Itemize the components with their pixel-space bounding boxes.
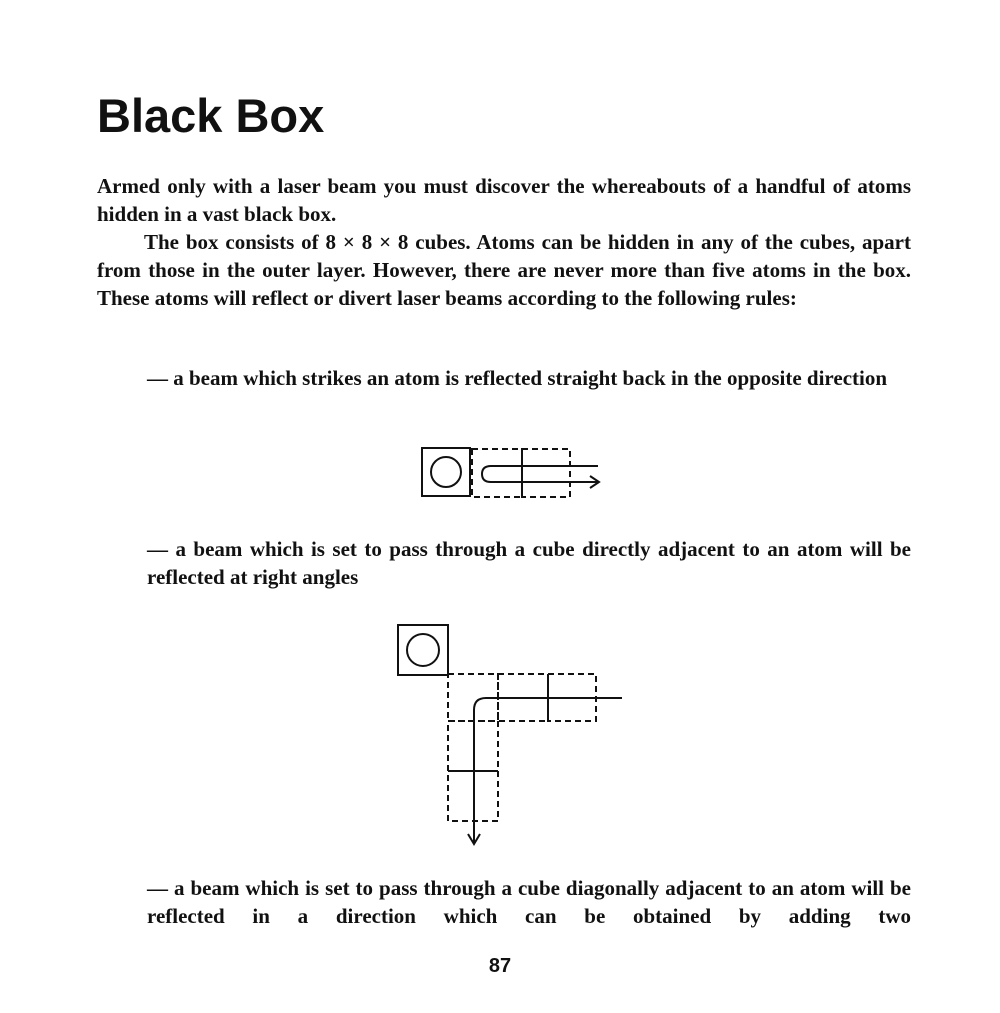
page-number: 87	[488, 955, 512, 977]
dashed-cube	[472, 449, 522, 497]
rule-right-angle: — a beam which is set to pass through a cube directly adjacent to an atom will be reflected at right angles	[147, 537, 911, 589]
atom-icon	[431, 457, 461, 487]
atom-cube	[422, 448, 470, 496]
description-paragraph: The box consists of 8 × 8 × 8 cubes. Atoms can be hidden in any of the cubes, apart from those in the outer layer. However, there are never more than five atoms in the box. These atoms will reflect or divert laser beams according to the following rules:	[97, 230, 911, 310]
page-title: Black Box	[97, 89, 325, 142]
atom-icon	[407, 634, 439, 666]
atom-cube	[398, 625, 448, 675]
reflection-figure	[422, 448, 599, 497]
rule-straight-back: — a beam which strikes an atom is reflected straight back in the opposite direction	[147, 366, 888, 390]
dashed-cube	[522, 449, 570, 497]
rule-diagonal: — a beam which is set to pass through a cube diagonally adjacent to an atom will be reflected in a direction which can be obtained by adding two	[147, 876, 911, 928]
intro-paragraph: Armed only with a laser beam you must discover the whereabouts of a handful of atoms hidden in a vast black box.	[97, 174, 911, 226]
beam-path	[482, 466, 598, 482]
deflection-figure	[398, 625, 622, 844]
